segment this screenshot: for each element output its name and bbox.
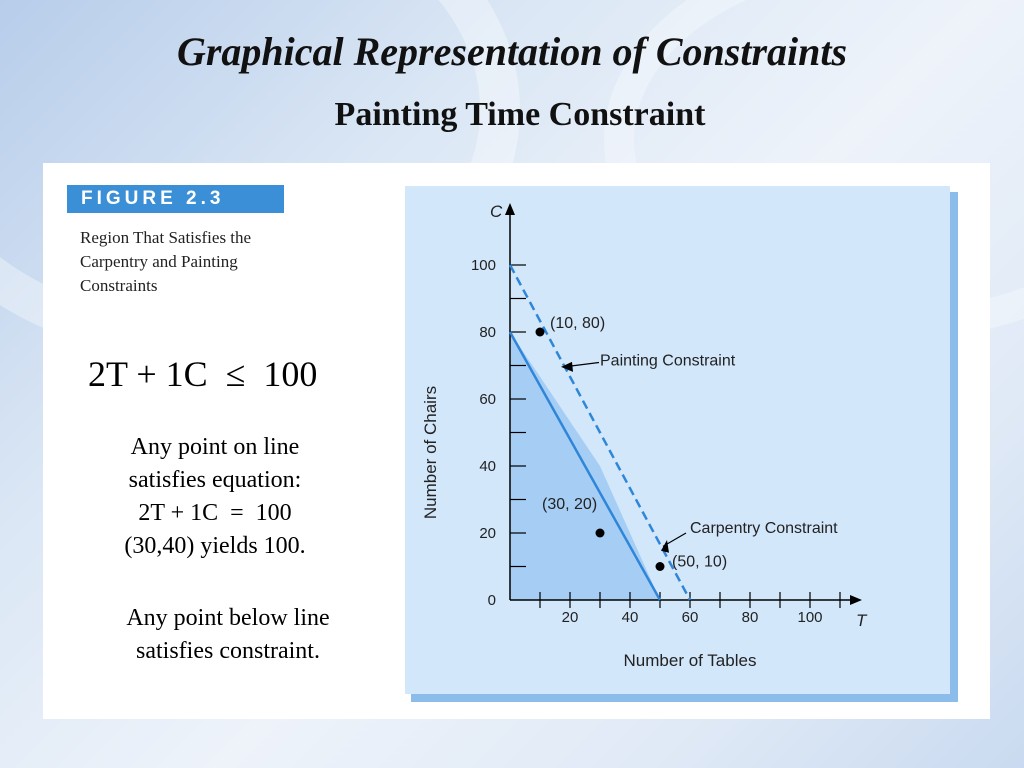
y-axis-label: Number of Chairs xyxy=(421,385,440,520)
point-label: (50, 10) xyxy=(672,553,728,571)
note-line: (30,40) yields 100. xyxy=(124,533,306,559)
figure-label: FIGURE 2.3 xyxy=(67,185,284,213)
note-line: satisfies equation: xyxy=(128,467,302,493)
x-tick-label: 40 xyxy=(621,609,639,626)
slide-title: Graphical Representation of Constraints xyxy=(176,29,848,74)
caption-line: Carpentry and Painting xyxy=(80,252,238,271)
x-axis-label: Number of Tables xyxy=(623,651,757,670)
y-tick-label: 40 xyxy=(479,458,496,475)
slide-subtitle: Painting Time Constraint xyxy=(334,96,706,133)
y-tick-label: 20 xyxy=(479,525,496,542)
y-tick-label: 100 xyxy=(470,257,496,274)
note-line: Any point below line xyxy=(126,605,330,631)
chart-container xyxy=(405,186,958,702)
y-tick-label: 60 xyxy=(479,391,496,408)
y-tick-label: 80 xyxy=(479,324,496,341)
constraint-chart xyxy=(405,186,958,702)
data-point xyxy=(596,529,605,538)
note-line: satisfies constraint. xyxy=(136,638,320,664)
data-point xyxy=(656,562,665,571)
caption-line: Constraints xyxy=(80,276,158,295)
note-on-line xyxy=(100,431,330,563)
series-label: Carpentry Constraint xyxy=(690,520,838,537)
note-line: 2T + 1C = 100 xyxy=(138,500,292,526)
constraint-equation: 2T + 1C ≤ 100 xyxy=(88,354,318,394)
x-tick-label: 60 xyxy=(681,609,699,626)
figure-caption xyxy=(80,226,300,298)
series-label: Painting Constraint xyxy=(600,352,736,370)
x-tick-label: 20 xyxy=(561,609,579,626)
y-tick-label: 0 xyxy=(487,592,496,609)
data-point xyxy=(536,328,545,337)
x-axis-symbol: T xyxy=(856,611,867,630)
note-below-line xyxy=(100,602,356,668)
point-label: (10, 80) xyxy=(550,315,606,332)
x-tick-label: 80 xyxy=(741,609,759,626)
point-label: (30, 20) xyxy=(542,496,598,513)
caption-line: Region That Satisfies the xyxy=(80,228,252,247)
note-line: Any point on line xyxy=(130,434,300,460)
y-axis-symbol: C xyxy=(490,202,503,221)
x-tick-label: 100 xyxy=(797,609,823,626)
